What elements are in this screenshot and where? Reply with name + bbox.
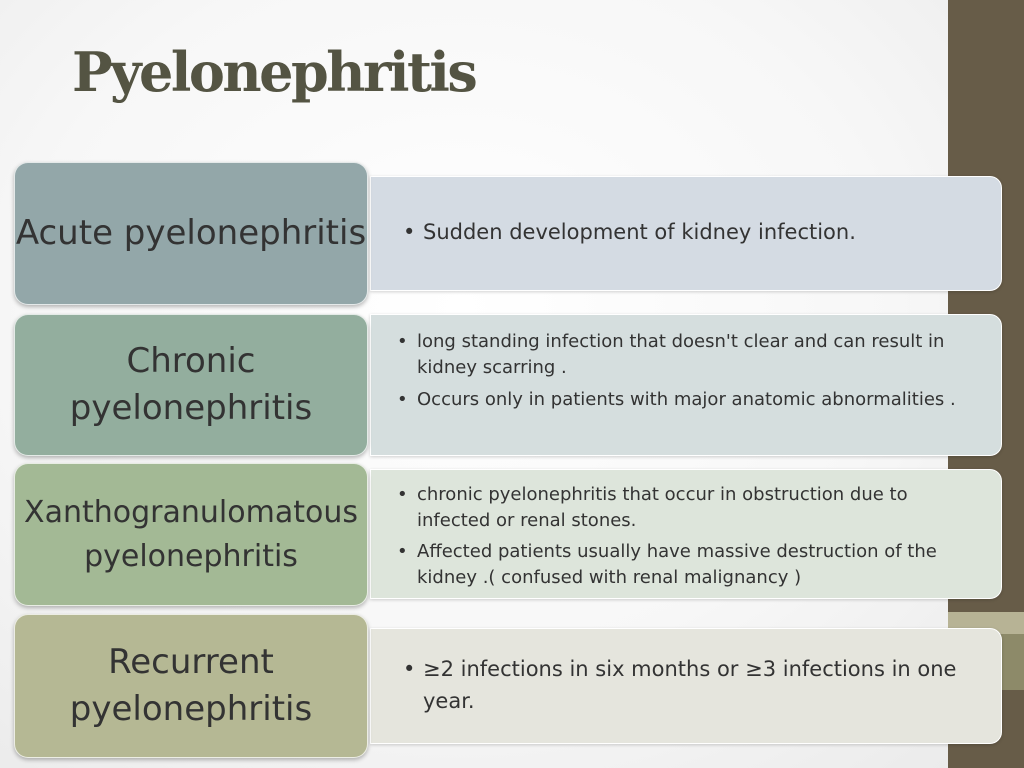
bullet-list-acute: [399, 217, 985, 247]
bullet-item: • Sudden development of kidney infection.: [399, 217, 985, 247]
bullet-item: • Affected patients usually have massive destruction of the kidney .( confused with renal malignancy ): [393, 539, 985, 591]
desc-box-acute: [370, 176, 1002, 291]
label-box-chronic: [14, 314, 368, 456]
bullet-list-recurrent: [399, 653, 985, 717]
label-recurrent: Recurrent pyelonephritis: [69, 642, 313, 729]
desc-box-xanthogranulomatous: [370, 469, 1002, 599]
label-box-acute: [14, 162, 368, 305]
slide-title: Pyelonephritis: [72, 40, 476, 104]
row-acute: [14, 162, 1002, 305]
bullet-list-xanthogranulomatous: [393, 482, 985, 591]
desc-box-recurrent: [370, 628, 1002, 744]
bullet-item: • Occurs only in patients with major anatomic abnormalities .: [393, 387, 985, 413]
row-xanthogranulomatous: [14, 463, 1002, 606]
label-box-recurrent: [14, 614, 368, 758]
row-recurrent: [14, 614, 1002, 758]
bullet-list-chronic: [393, 329, 985, 413]
label-xanthogranulomatous: Xanthogranulomatous pyelonephritis: [24, 494, 358, 574]
desc-box-chronic: [370, 314, 1002, 456]
bullet-item: • ≥2 infections in six months or ≥3 infections in one year.: [399, 653, 985, 717]
row-chronic: [14, 314, 1002, 456]
label-box-xanthogranulomatous: [14, 463, 368, 606]
label-chronic: Chronic pyelonephritis: [69, 341, 313, 428]
bullet-item: • long standing infection that doesn't clear and can result in kidney scarring .: [393, 329, 985, 381]
label-acute: Acute pyelonephritis: [15, 213, 367, 253]
bullet-item: • chronic pyelonephritis that occur in obstruction due to infected or renal stones.: [393, 482, 985, 534]
